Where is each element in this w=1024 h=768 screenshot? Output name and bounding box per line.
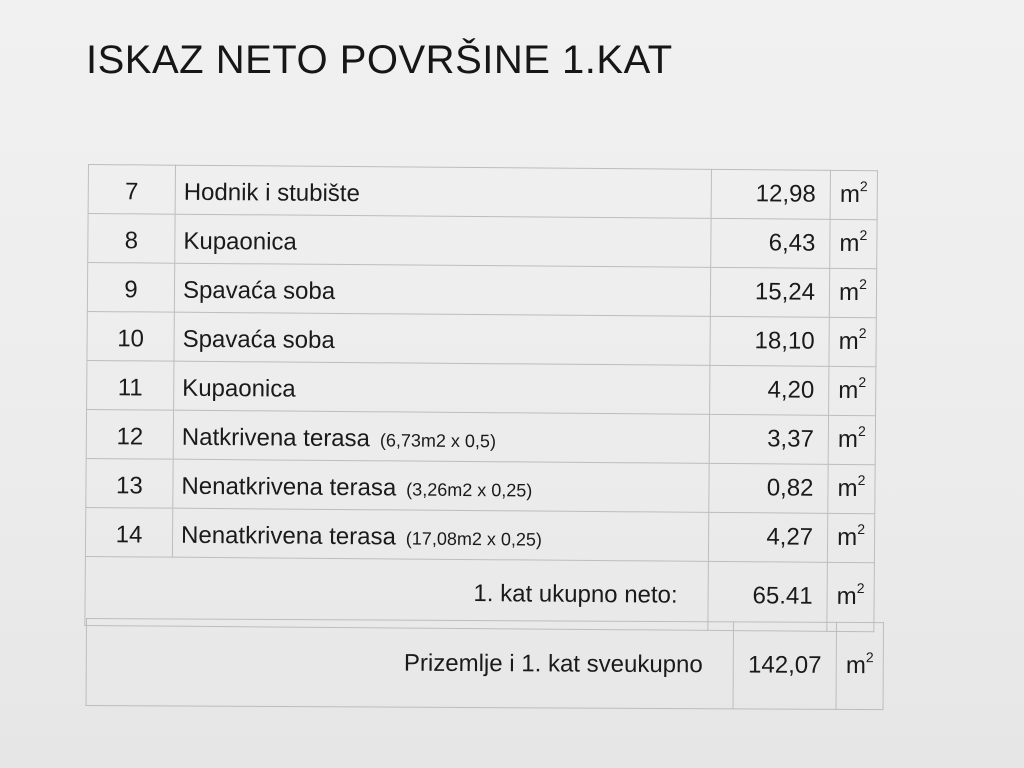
table-row	[86, 409, 875, 464]
table-row	[87, 311, 876, 366]
area-value: 12,98	[711, 169, 830, 219]
room-name-cell	[174, 312, 710, 365]
room-name: Hodnik i stubište	[183, 178, 360, 208]
room-name-cell	[174, 361, 710, 414]
unit-cell: $m^2$	[828, 464, 875, 513]
row-number: 7	[88, 165, 175, 215]
table-row	[87, 360, 876, 415]
area-value: 3,37	[709, 414, 828, 464]
room-name-cell	[175, 165, 711, 218]
room-name: Spavaća soba	[182, 325, 335, 354]
room-name-cell	[175, 214, 711, 267]
room-name: Kupaonica	[182, 374, 296, 403]
area-value: 15,24	[710, 267, 829, 317]
room-name: Nenatkrivena terasa	[181, 472, 397, 502]
unit-cell: $m^2$	[829, 366, 876, 415]
room-name-cell	[174, 263, 710, 316]
area-calc-note: (17,08m2 x 0,25)	[405, 528, 543, 550]
unit-cell: $m^2$	[830, 219, 877, 268]
room-area-table	[84, 164, 878, 632]
room-name-cell	[173, 459, 709, 512]
room-name-cell	[173, 410, 709, 463]
area-value: 18,10	[710, 316, 829, 366]
row-number: 10	[87, 311, 174, 361]
table-row	[86, 458, 875, 513]
unit-cell: $m^2$	[830, 170, 877, 219]
room-name: Spavaća soba	[182, 276, 336, 305]
table-row	[85, 507, 874, 562]
row-number: 13	[86, 458, 173, 508]
area-calc-note: (6,73m2 x 0,5)	[379, 430, 497, 452]
area-value: 6,43	[711, 218, 830, 268]
area-value: 4,20	[710, 365, 829, 415]
unit-cell: $m^2$	[827, 513, 874, 562]
row-number: 8	[88, 214, 175, 264]
subtotal-label: 1. kat ukupno neto:	[85, 556, 709, 630]
table-row	[88, 214, 877, 269]
table-row	[87, 263, 876, 318]
unit-cell: $m^2$	[828, 415, 875, 464]
row-number: 11	[87, 360, 174, 410]
unit-cell: $m^2$	[836, 622, 883, 709]
row-number: 12	[86, 409, 173, 459]
room-name-cell	[172, 508, 708, 561]
room-name: Natkrivena terasa	[181, 423, 371, 453]
page-title: ISKAZ NETO POVRŠINE 1.KAT	[86, 38, 673, 82]
table-row	[88, 165, 877, 220]
grand-total-row	[86, 619, 883, 710]
subtotal-value: 65.41	[708, 561, 828, 631]
unit-cell: $m^2$	[829, 268, 876, 317]
grand-total-label: Prizemlje i 1. kat sveukupno	[86, 619, 733, 709]
grand-total-table	[86, 618, 884, 710]
grand-total-value: 142,07	[733, 622, 836, 710]
room-name: Nenatkrivena terasa	[180, 521, 396, 551]
room-rows	[85, 165, 877, 563]
area-value: 4,27	[708, 512, 827, 562]
area-calc-note: (3,26m2 x 0,25)	[406, 479, 533, 501]
unit-cell: $m^2$	[827, 562, 875, 631]
area-value: 0,82	[709, 463, 828, 513]
room-name: Kupaonica	[183, 227, 297, 256]
row-number: 14	[85, 507, 172, 557]
row-number: 9	[87, 263, 174, 313]
unit-cell: $m^2$	[829, 317, 876, 366]
